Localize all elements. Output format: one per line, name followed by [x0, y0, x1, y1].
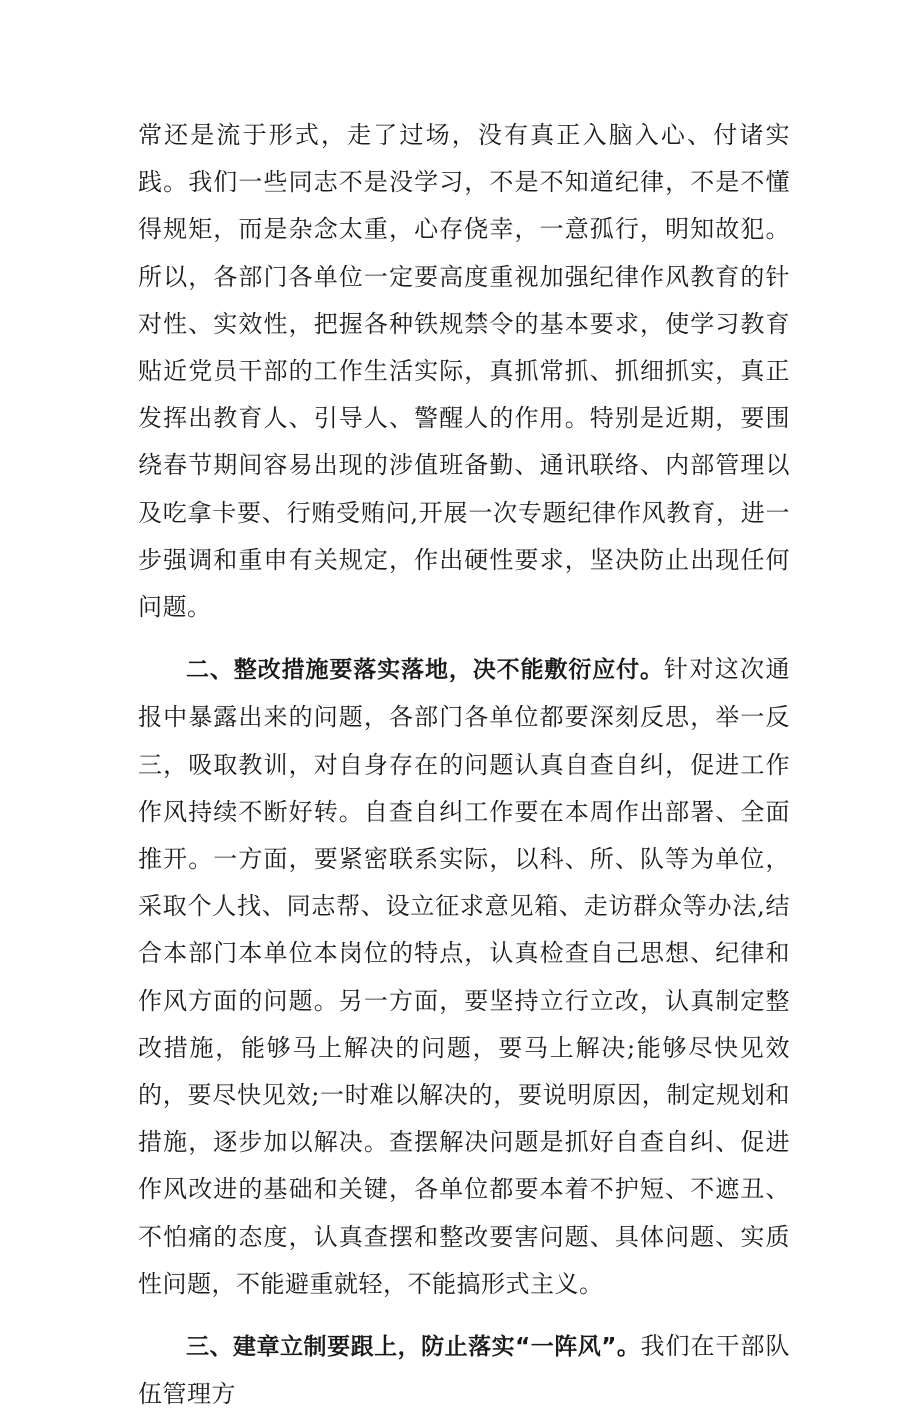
document-body [138, 112, 790, 1418]
paragraph-2-body: 针对这次通报中暴露出来的问题，各部门各单位都要深刻反思，举一反三，吸取教训，对自身存在的问题认真自查自纠，促进工作作风持续不断好转。自查自纠工作要在本周作出部署、全面推开。一方面，要紧密联系实际，以科、所、队等为单位，采取个人找、同志帮、设立征求意见箱、走访群众等办法,结合本部门本单位本岗位的特点，认真检查自己思想、纪律和作风方面的问题。另一方面，要坚持立行立改，认真制定整改措施，能够马上解决的问题，要马上解决;能够尽快见效的，要尽快见效;一时难以解决的，要说明原因，制定规划和措施，逐步加以解决。查摆解决问题是抓好自查自纠、促进作风改进的基础和关键，各单位都要本着不护短、不遮丑、不怕痛的态度，认真查摆和整改要害问题、具体问题、实质性问题，不能避重就轻，不能搞形式主义。 [138, 655, 791, 1298]
paragraph-3 [138, 1323, 790, 1418]
paragraph-2 [138, 646, 790, 1308]
paragraph-3-body: 我们在干部队伍管理方 [138, 1332, 791, 1409]
paragraph-1 [138, 112, 790, 631]
paragraph-3-heading: 三、建章立制要跟上，防止落实“一阵风”。 [186, 1334, 641, 1361]
paragraph-1-body: 常还是流于形式，走了过场，没有真正入脑入心、付诸实践。我们一些同志不是没学习，不是不知道纪律，不是不懂得规矩，而是杂念太重，心存侥幸，一意孤行，明知故犯。所以，各部门各单位一定要高度重视加强纪律作风教育的针对性、实效性，把握各种铁规禁令的基本要求，使学习教育贴近党员干部的工作生活实际，真抓常抓、抓细抓实，真正发挥出教育人、引导人、警醒人的作用。特别是近期，要围绕春节期间容易出现的涉值班备勤、通讯联络、内部管理以及吃拿卡要、行贿受贿问,开展一次专题纪律作风教育，进一步强调和重申有关规定，作出硬性要求，坚决防止出现任何问题。 [138, 121, 790, 622]
paragraph-2-heading: 二、整改措施要落实落地，决不能敷衍应付。 [186, 657, 664, 684]
